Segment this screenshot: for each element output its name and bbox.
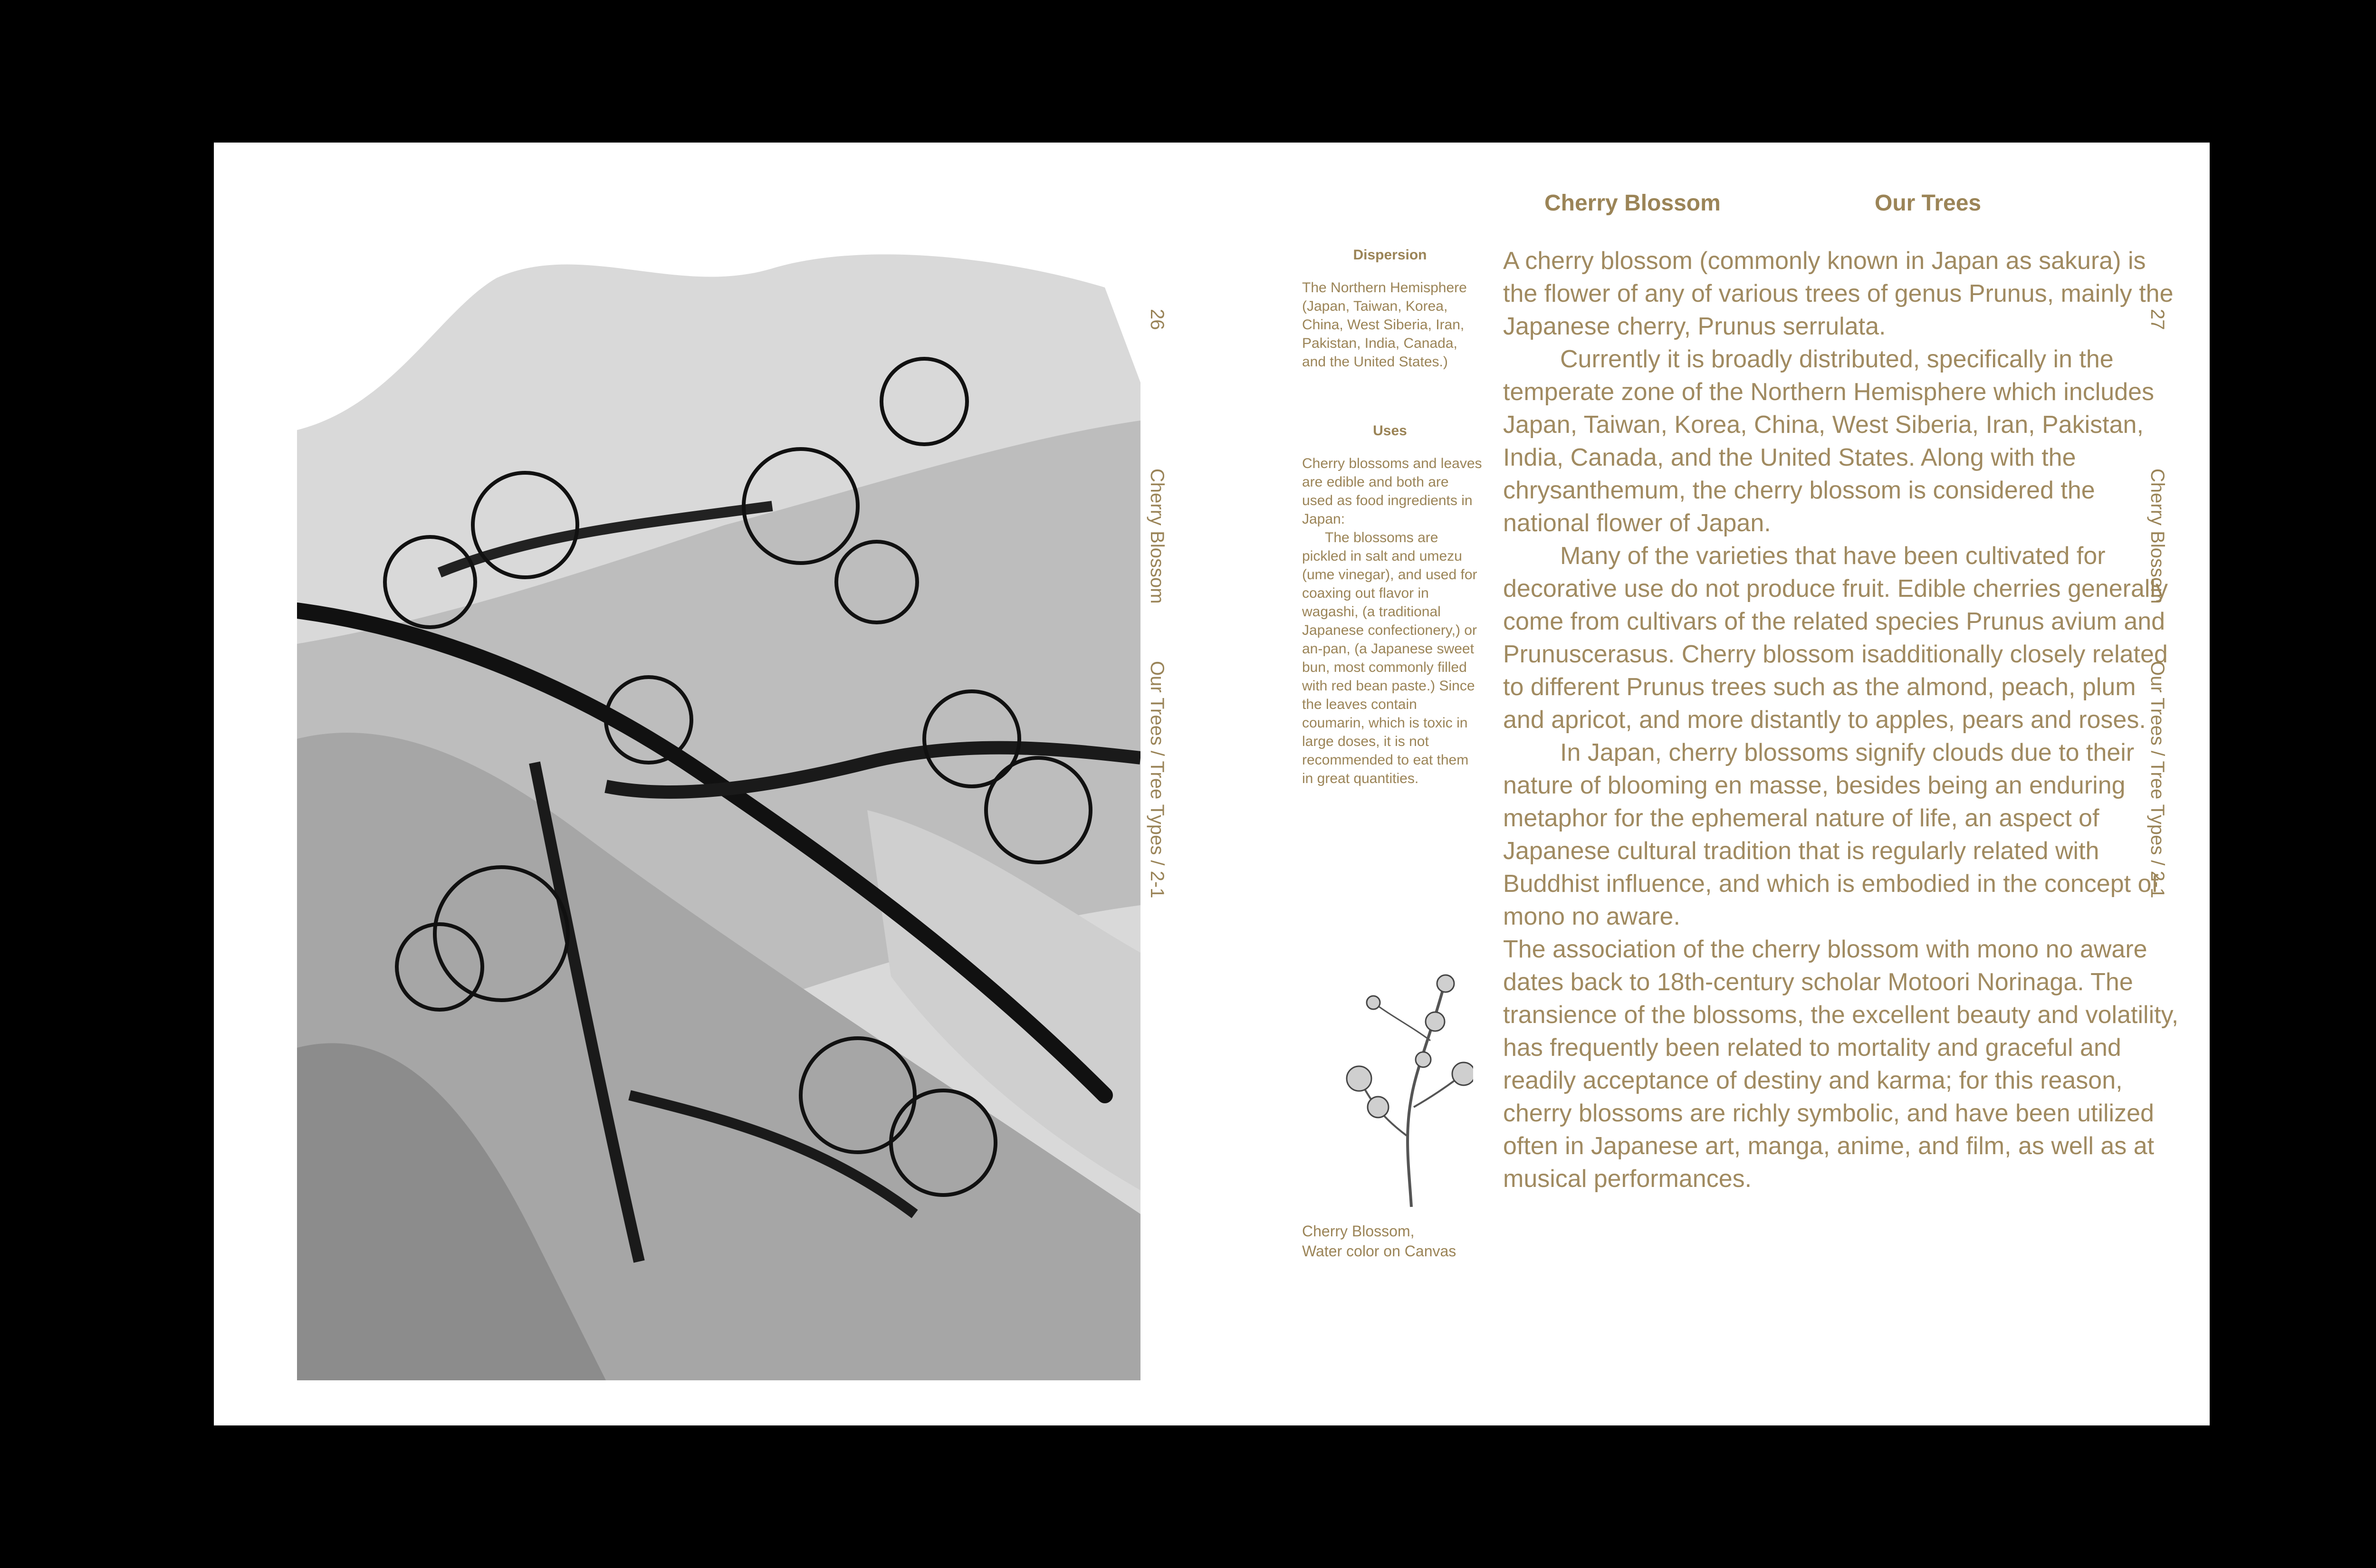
cherry-blossom-painting bbox=[297, 240, 1140, 1380]
body-paragraph-5: The association of the cherry blossom with mono no aware dates back to 18th-century scholar Motoori Norinaga. The transience of the blossoms, the excellent beauty and volatility, has frequently been related to mortality and graceful and readily acceptance of destiny and karma; for this reason, cherry blossoms are richly symbolic, and have been utilized often in Japanese art, manga, anime, and film, as well as at musical performances. bbox=[1503, 936, 2179, 1193]
left-page-number: 26 bbox=[1147, 309, 1168, 330]
left-running-head bbox=[1148, 309, 1167, 899]
right-breadcrumb: Our Trees / Tree Types / 2-1 bbox=[2147, 661, 2168, 899]
cherry-sketch-illustration bbox=[1321, 965, 1473, 1212]
illustration-caption bbox=[1302, 1221, 1502, 1261]
uses-paragraph-1: Cherry blossoms and leaves are edible and both are used as food ingredients in Japan: bbox=[1302, 456, 1482, 527]
left-section-label: Cherry Blossom bbox=[1147, 468, 1168, 604]
book-spread bbox=[214, 143, 2210, 1425]
left-breadcrumb: Our Trees / Tree Types / 2-1 bbox=[1147, 661, 1168, 899]
right-page-number: 27 bbox=[2147, 309, 2168, 330]
body-paragraph-4: In Japan, cherry blossoms signify clouds due to their nature of blooming en masse, besides being an enduring metaphor for the ephemeral nature of life, an aspect of Japanese cultural tradition that is regularly related with Buddhist influence, and which is embodied in the concept of mono no aware. bbox=[1503, 739, 2158, 930]
uses-heading: Uses bbox=[1373, 423, 1407, 439]
body-paragraph-2: Currently it is broadly distributed, specifically in the temperate zone of the Northern Hemisphere which includes Japan, Taiwan, Korea, China, West Siberia, Iran, Pakistan, India, Canada, and the United States. Along with the chrysanthemum, the cherry blossom is considered the national flower of Japan. bbox=[1503, 345, 2155, 537]
dispersion-text: The Northern Hemisphere (Japan, Taiwan, Korea, China, West Siberia, Iran, Pakistan, India, Canada, and the United States.) bbox=[1302, 280, 1467, 370]
caption-line-2: Water color on Canvas bbox=[1302, 1243, 1456, 1260]
uses-text bbox=[1302, 454, 1483, 788]
uses-paragraph-2: The blossoms are pickled in salt and umezu (ume vinegar), and used for coaxing out flavor in wagashi, (a traditional Japanese confectionery,) or an-pan, (a Japanese sweet bun, most commonly filled with red bean paste.) Since the leaves contain coumarin, which is toxic in large doses, it is not recommended to eat them in great quantities. bbox=[1302, 530, 1477, 786]
article-body bbox=[1503, 245, 2183, 1195]
dispersion-heading: Dispersion bbox=[1353, 247, 1427, 263]
body-paragraph-1: A cherry blossom (commonly known in Japan as sakura) is the flower of any of various trees of genus Prunus, mainly the Japanese cherry, Prunus serrulata. bbox=[1503, 247, 2174, 340]
section-title: Our Trees bbox=[1875, 191, 1982, 216]
right-section-label: Cherry Blossom bbox=[2147, 468, 2168, 604]
body-paragraph-3: Many of the varieties that have been cultivated for decorative use do not produce fruit. Edible cherries generally come from cultivars of the related species Prunus avium and Prunuscerasus. Cherry blossom isadditionally closely related to different Prunus trees such as the almond, peach, plum and apricot, and more distantly to apples, pears and roses. bbox=[1503, 542, 2168, 734]
right-running-head bbox=[2148, 309, 2167, 899]
caption-line-1: Cherry Blossom, bbox=[1302, 1223, 1415, 1240]
page-title: Cherry Blossom bbox=[1544, 191, 1721, 216]
